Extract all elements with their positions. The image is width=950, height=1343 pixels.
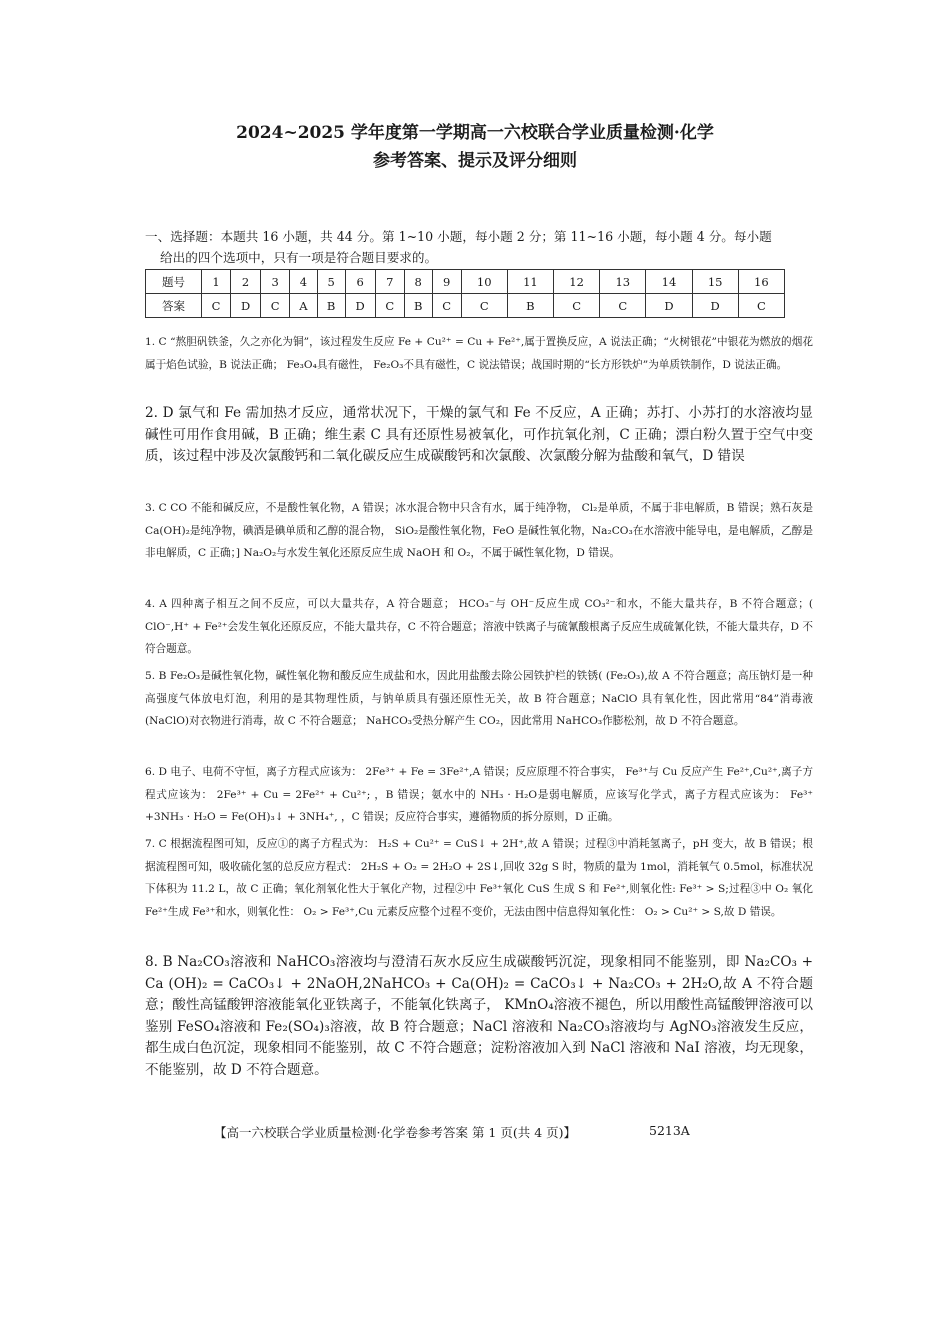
table-header-cell: 题号 [146, 270, 202, 294]
table-cell: 16 [738, 270, 784, 294]
table-cell: 7 [375, 270, 404, 294]
table-header-cell: 答案 [146, 294, 202, 318]
table-cell: 14 [646, 270, 692, 294]
explanation-q4: 4. A 四种离子相互之间不反应，可以大量共存，A 符合题意； HCO₃⁻与 OH⁻反应生成 CO₃²⁻和水，不能大量共存，B 不符合题意；( ClO⁻,H⁺ + Fe²⁺会发生氧化还原反应，不能大量共存，C 不符合题意；溶液中铁离子与硫氰酸根离子反应生成硫氰化铁，不能大量共存，D 不符合题意。 [145, 598, 813, 655]
table-cell: 10 [461, 270, 507, 294]
table-cell: 1 [202, 270, 231, 294]
answer-table-number-row [146, 270, 785, 294]
answer-table [145, 269, 785, 318]
section-intro-line2: 给出的四个选项中，只有一项是符合题目要求的。 [160, 250, 438, 265]
table-cell: 6 [345, 270, 375, 294]
table-cell: C [461, 294, 507, 318]
page-subtitle: 参考答案、提示及评分细则 [373, 151, 577, 171]
explanation-q1: 1. C “熬胆矾铁釜，久之亦化为铜”，该过程发生反应 Fe + Cu²⁺ = Cu + Fe²⁺,属于置换反应，A 说法正确；“火树银花”中银花为燃放的烟花属于焰色试验，B 说法正确； Fe₃O₄具有磁性， Fe₂O₃不具有磁性，C 说法错误；战国时期的“长方形铁炉”为单质铁制作，D 说法正确。 [145, 336, 813, 371]
table-cell: C [554, 294, 600, 318]
table-cell: B [404, 294, 432, 318]
table-cell: B [317, 294, 345, 318]
explanation-q6: 6. D 电子、电荷不守恒，离子方程式应该为： 2Fe³⁺ + Fe = 3Fe²⁺,A 错误；反应原理不符合事实， Fe³⁺与 Cu 反应产生 Fe²⁺,Cu²⁺,离子方程式应该为： 2Fe³⁺ + Cu = 2Fe²⁺ + Cu²⁺; ，B 错误；氨水中的 NH₃ · H₂O是弱电解质，应该写化学式，离子方程式应该为： Fe³⁺ +3NH₃ · H₂O = Fe(OH)₃↓ + 3NH₄⁺, ，C 错误；反应符合事实，遵循物质的拆分原则，D 正确。 [145, 766, 813, 823]
table-cell: C [738, 294, 784, 318]
explanation-q2: 2. D 氯气和 Fe 需加热才反应，通常状况下，干燥的氯气和 Fe 不反应，A 正确；苏打、小苏打的水溶液均显碱性可用作食用碱，B 正确；维生素 C 具有还原性易被氧化，可作抗氧化剂，C 正确；漂白粉久置于空气中变质，该过程中涉及次氯酸钙和二氧化碳反应生成碳酸钙和次氯酸、次氯酸分解为盐酸和氧气，D 错误 [145, 405, 813, 464]
table-cell: 2 [230, 270, 260, 294]
table-cell: 9 [432, 270, 461, 294]
table-cell: C [375, 294, 404, 318]
page-title: 2024~2025 学年度第一学期高一六校联合学业质量检测·化学 [236, 123, 714, 143]
table-cell: 11 [507, 270, 553, 294]
table-cell: A [290, 294, 318, 318]
table-cell: C [261, 294, 290, 318]
table-cell: 12 [554, 270, 600, 294]
answer-table-answer-row [146, 294, 785, 318]
table-cell: 13 [600, 270, 646, 294]
table-cell: 3 [261, 270, 290, 294]
table-cell: 15 [692, 270, 738, 294]
section-intro [145, 226, 813, 268]
explanation-q5: 5. B Fe₂O₃是碱性氧化物，碱性氧化物和酸反应生成盐和水，因此用盐酸去除公园铁护栏的铁锈( (Fe₂O₃),故 A 不符合题意；高压钠灯是一种高强度气体放电灯泡，利用的是其物理性质，与钠单质具有强还原性无关，故 B 符合题意；NaClO 具有氧化性，因此常用“84”消毒液(NaClO)对衣物进行消毒，故 C 不符合题意； NaHCO₃受热分解产生 CO₂，因此常用 NaHCO₃作膨松剂，故 D 不符合题意。 [145, 670, 813, 727]
table-cell: C [432, 294, 461, 318]
table-cell: D [646, 294, 692, 318]
explanation-q8: 8. B Na₂CO₃溶液和 NaHCO₃溶液均与澄清石灰水反应生成碳酸钙沉淀，现象相同不能鉴别，即 Na₂CO₃ + Ca (OH)₂ = CaCO₃↓ + 2NaOH,2NaHCO₃ + Ca(OH)₂ = CaCO₃↓ + Na₂CO₃ + 2H₂O,故 A 不符合题意；酸性高锰酸钾溶液能氧化亚铁离子，不能氧化铁离子， KMnO₄溶液不褪色，所以用酸性高锰酸钾溶液可以鉴别 FeSO₄溶液和 Fe₂(SO₄)₃溶液，故 B 符合题意；NaCl 溶液和 Na₂CO₃溶液均与 AgNO₃溶液发生反应，都生成白色沉淀，现象相同不能鉴别，故 C 不符合题意；淀粉溶液加入到 NaCl 溶液和 NaI 溶液，均无现象，不能鉴别，故 D 不符合题意。 [145, 954, 813, 1078]
explanation-q3: 3. C CO 不能和碱反应，不是酸性氧化物，A 错误；冰水混合物中只含有水，属于纯净物， Cl₂是单质，不属于非电解质，B 错误；熟石灰是 Ca(OH)₂是纯净物，碘酒是碘单质和乙醇的混合物， SiO₂是酸性氧化物，FeO 是碱性氧化物，Na₂CO₃在水溶液中能导电，是电解质，乙醇是非电解质，C 正确；] Na₂O₂与水发生氧化还原反应生成 NaOH 和 O₂，不属于碱性氧化物，D 错误。 [145, 502, 813, 559]
table-cell: D [345, 294, 375, 318]
table-cell: 8 [404, 270, 432, 294]
document-code: 5213A [649, 1123, 690, 1138]
table-cell: C [202, 294, 231, 318]
table-cell: C [600, 294, 646, 318]
table-cell: 5 [317, 270, 345, 294]
section-intro-line1: 一、选择题：本题共 16 小题，共 44 分。第 1~10 小题，每小题 2 分；第 11~16 小题，每小题 4 分。每小题 [145, 229, 772, 244]
table-cell: B [507, 294, 553, 318]
table-cell: D [230, 294, 260, 318]
explanation-q7: 7. C 根据流程图可知，反应①的离子方程式为： H₂S + Cu²⁺ = CuS↓ + 2H⁺,故 A 错误；过程③中消耗氢离子，pH 变大，故 B 错误；根据流程图可知，吸收硫化氢的总反应方程式： 2H₂S + O₂ = 2H₂O + 2S↓,回收 32g S 时，物质的量为 1mol，消耗氧气 0.5mol，标准状况下体积为 11.2 L，故 C 正确；氧化剂氧化性大于氧化产物，过程②中 Fe³⁺氧化 CuS 生成 S 和 Fe²⁺,则氧化性: Fe³⁺ > S;过程③中 O₂ 氧化 Fe²⁺生成 Fe³⁺和水，则氧化性： O₂ > Fe³⁺,Cu 元素反应整个过程不变价，无法由图中信息得知氧化性： O₂ > Cu²⁺ > S,故 D 错误。 [145, 838, 813, 918]
page-footer: 【高一六校联合学业质量检测·化学卷参考答案 第 1 页(共 4 页)】 [214, 1125, 577, 1140]
table-cell: 4 [290, 270, 318, 294]
table-cell: D [692, 294, 738, 318]
